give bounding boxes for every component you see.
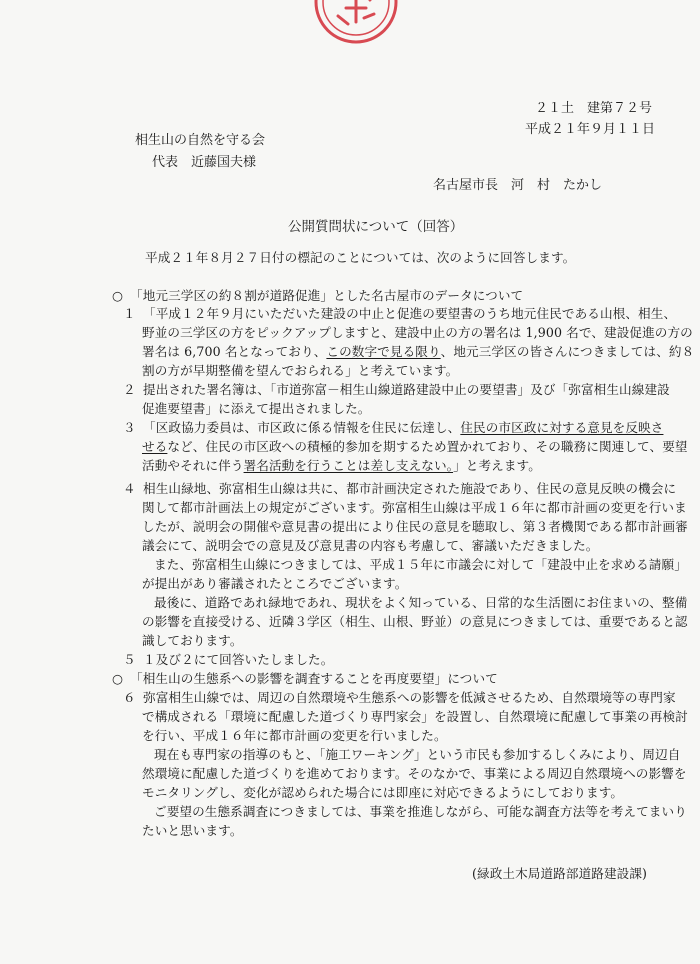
intro-paragraph: 平成２１年８月２７日付の標記のことについては、次のように回答します。 — [145, 250, 576, 265]
sender-name: 名古屋市長 河 村 たかし — [433, 178, 603, 193]
item-1-line — [142, 342, 694, 361]
item-4-line: 最後に、道路であれ緑地であれ、現状をよく知っている、日常的な生活圏にお住まいの、整備 — [154, 595, 688, 610]
item-6-line: ご要望の生態系調査につきましては、事業を推進しながら、可能な調査方法等を考えてまいり — [154, 804, 687, 819]
item-1 — [123, 304, 676, 323]
item-4-line: また、弥富相生山線につきましては、平成１５年に市議会に対して「建設中止を求める請願」 — [154, 557, 687, 572]
footer-department: (緑政土木局道路部道路建設課) — [472, 866, 648, 881]
item-1-text: 署名は 6,700 名となっており、 — [142, 344, 327, 359]
document-title: 公開質問状について（回答） — [288, 219, 464, 235]
section-1-heading-text: 「地元三学区の約８割が道路促進」とした名古屋市のデータについて — [130, 288, 524, 303]
item-6-number: ６ — [123, 690, 136, 705]
item-6 — [123, 688, 676, 707]
item-6-line: 現在も専門家の指導のもと、「施工ワーキング」という市民も参加するしくみにより、周辺自 — [154, 747, 681, 762]
recipient-organization: 相生山の自然を守る会 — [135, 133, 266, 148]
item-4 — [123, 479, 676, 498]
item-6-line: で構成される「環境に配慮した道づくり専門家会」を設置し、自然環境に配慮して事業の再検討 — [142, 709, 688, 724]
item-5 — [123, 650, 333, 669]
item-4-number: ４ — [123, 481, 136, 496]
item-1-underlined-phrase: この数字で見る限り — [326, 344, 441, 359]
item-6-line: 弥富相生山線では、周辺の自然環境や生態系への影響を低減させるため、自然環境等の専門家 — [143, 690, 676, 705]
item-4-line: 関して都市計画法上の規定がございます。弥富相生山線は平成１６年に都市計画の変更を行いま — [142, 500, 687, 515]
item-5-number: ５ — [123, 652, 136, 667]
item-2-line: 促進要望書」に添えて提出されました。 — [142, 401, 371, 416]
section-2-heading-text: 「相生山の生態系への影響を調査することを再度要望」について — [130, 671, 498, 686]
item-3-underlined-phrase: 署名活動を行うことは差し支えない。 — [243, 458, 454, 473]
item-4-line: 識しております。 — [142, 633, 243, 648]
item-6-line: たいと思います。 — [142, 823, 243, 838]
item-3-text: など、住民の市区政への積極的参加を期するため置かれており、その職務に関連して、要望 — [167, 439, 688, 454]
recipient-name: 代表 近藤国夫様 — [152, 155, 257, 170]
item-3-number: ３ — [123, 420, 136, 435]
item-2 — [123, 380, 670, 399]
item-6-line: を行い、平成１６年に都市計画の変更を行いました。 — [142, 728, 447, 743]
official-seal-stamp — [310, 0, 402, 44]
item-3-line — [142, 437, 688, 456]
document-date: 平成２１年９月１１日 — [525, 122, 656, 137]
item-3 — [123, 418, 663, 437]
item-4-line: の影響を直接受ける、近隣３学区（相生、山根、野並）の意見につきましては、重要であると認 — [142, 614, 688, 629]
item-6-line: モニタリングし、変化が認められた場合には即座に対応できるようにしております。 — [142, 785, 624, 800]
section-1-heading — [112, 286, 523, 305]
item-3-underlined-phrase: 住民の市区政に対する意見を反映さ — [460, 420, 664, 435]
section-2-bullet: ○ — [112, 671, 124, 686]
item-4-line: 相生山緑地、弥富相生山線は共に、都市計画決定された施設であり、住民の意見反映の機会に — [143, 481, 677, 496]
item-4-line: 議会にて、説明会での意見及び意見書の内容も考慮して、審議いただきました。 — [142, 538, 599, 553]
item-3-text: 活動やそれに伴う — [142, 458, 244, 473]
document-number: ２１土 建第７２号 — [535, 101, 653, 116]
item-1-number: １ — [123, 306, 136, 321]
item-2-line: 提出された署名簿は、「市道弥富－相生山線道路建設中止の要望書」及び「弥富相生山線建設 — [143, 382, 670, 397]
item-3-text: 「区政協力委員は、市区政に係る情報を住民に伝達し、 — [143, 420, 461, 435]
item-1-line: 野並の三学区の方をピックアップしますと、建設中止の方の署名は 1,900 名で、建設促進の方の — [142, 325, 693, 340]
item-4-line: が提出があり審議されたところでございます。 — [142, 576, 408, 591]
section-2-heading — [112, 669, 498, 688]
item-2-number: ２ — [123, 382, 136, 397]
item-1-text: 、地元三学区の皆さんにつきましては、約８ — [440, 344, 695, 359]
item-4-line: したが、説明会の開催や意見書の提出により住民の意見を聴取し、第３者機関である都市計画審 — [142, 519, 688, 534]
section-1-bullet: ○ — [112, 288, 124, 303]
item-1-line: 割の方が早期整備を望んでおられる」と考えています。 — [142, 363, 459, 378]
item-3-line — [142, 456, 541, 475]
item-3-underlined-phrase: せる — [142, 439, 168, 454]
item-3-text: 」と考えます。 — [453, 458, 541, 473]
item-5-line: １及び２にて回答いたしました。 — [143, 652, 334, 667]
item-6-line: 然環境に配慮した道づくりを進めております。そのなかで、事業による周辺自然環境への影響を — [142, 766, 687, 781]
item-1-line: 「平成１２年９月にいただいた建設の中止と促進の要望書のうち地元住民である山根、相生、 — [143, 306, 677, 321]
